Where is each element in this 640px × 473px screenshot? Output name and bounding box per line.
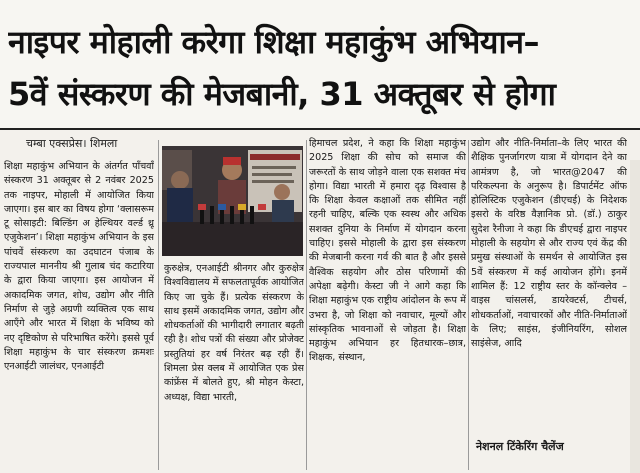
article-column-2 bbox=[164, 262, 304, 470]
column-1-text: शिक्षा महाकुंभ अभियान के अंतर्गत पाँचवाँ संस्करण 31 अक्तूबर से 2 नवंबर 2025 तक नाइपर, मोहाली में आयोजित किया जाएगा। इस बार का विषय होगा ‘क्लासरूम टू सोसाइटी: बिल्डिंग अ हेल्थियर वर्ल्ड थ्रू एजुकेशन’। शिक्षा महाकुंभ अभियान के इस पांचवें संस्करण का उदघाटन पंजाब के राज्यपाल माननीय श्री गुलाब चंद कटारिया के द्वारा किया जाएगा। इस आयोजन में अकादमिक जगत, शोध, उद्योग और नीति निर्माण से जुड़े अग्रणी व्यक्तित्व एक साथ आएँगे और भारत में शिक्षा के भविष्य को नए दृष्टिकोण से परिभाषित करेंगे। इससे पूर्व शिक्षा महाकुंभ के चार संस्करण क्रमशः एनआईटी जालंधर, एनआईटी bbox=[4, 161, 154, 373]
column-divider bbox=[306, 140, 307, 470]
column-divider bbox=[468, 140, 469, 470]
adjacent-column-edge bbox=[630, 160, 640, 473]
headline-block bbox=[0, 0, 640, 128]
section-subhead: नेशनल टिंकेरिंग चैलेंज bbox=[476, 440, 564, 453]
column-3-text: हिमाचल प्रदेश, ने कहा कि शिक्षा महाकुंभ 2025 शिक्षा की सोच को समाज की जरूरतों के साथ जोड़ने वाला एक सशक्त मंच होगा। विद्या भारती में हमारा दृढ़ विश्वास है कि शिक्षा केवल कक्षाओं तक सीमित नहीं रहनी चाहिए, बल्कि एक स्वस्थ और अधिक सशक्त दुनिया के निर्माण में योगदान करना चाहिए। इससे मोहाली के द्वारा इस संस्करण की मेजबानी करना गर्व की बात है और इससे वैश्विक सहयोग और ठोस परिणामों की अपेक्षा बढ़ेगी। केस्टा जी ने आगे कहा कि शिक्षा महाकुंभ एक राष्ट्रीय आंदोलन के रूप में उभरा है, जो शिक्षा को नवाचार, मूल्यों और सांस्कृतिक भावनाओं से जोड़ता है। शिक्षा महाकुंभ अभियान हर हितधारक–छात्र, शिक्षक, संस्थान, bbox=[309, 138, 466, 364]
press-conference-photo bbox=[162, 146, 303, 256]
article-column-1 bbox=[4, 160, 154, 470]
dateline: चम्बा एक्सप्रेस। शिमला bbox=[26, 137, 118, 150]
headline-line-2: 5वें संस्करण की मेजबानी, 31 अक्तूबर से होगा bbox=[8, 75, 556, 113]
column-4-text: उद्योग और नीति-निर्माता–के लिए भारत की शैक्षिक पुनर्जागरण यात्रा में योगदान देने का आमंत्रण है, जो भारत@2047 की परिकल्पना के अनुरूप है। डिपार्टमेंट ऑफ होलिस्टिक एजुकेशन (डीएचई) के निदेशक इसरो के वरिष्ठ वैज्ञानिक प्रो. (डॉ.) ठाकुर सुदेश रैनीजा ने कहा कि डीएचई द्वारा नाइपर मोहाली के सहयोग से और राज्य एवं केंद्र की प्रमुख संस्थाओं के समर्थन से आयोजित इस 5वें संस्करण में कई आयोजन होंगे। इनमें शामिल हैं: 12 राष्ट्रीय स्तर के कॉन्क्लेव – वाइस चांसलर्स, डायरेक्टर्स, टीचर्स, शोधकर्ताओं, नवाचारकों और नीति-निर्माताओं के लिए; साइंस, इंजीनियरिंग, सोशल साइंसेज, आदि bbox=[471, 138, 627, 350]
column-divider bbox=[158, 140, 159, 470]
headline-line-1: नाइपर मोहाली करेगा शिक्षा महाकुंभ अभियान– bbox=[8, 23, 539, 61]
article-column-3 bbox=[309, 137, 466, 470]
headline-rule bbox=[0, 128, 640, 130]
column-2-text: कुरुक्षेत्र, एनआईटी श्रीनगर और कुरुक्षेत्र विश्वविद्यालय में सफलतापूर्वक आयोजित किए जा चुके हैं। प्रत्येक संस्करण के साथ इसमें अकादमिक जगत, उद्योग और शोधकर्ताओं की भागीदारी लगातार बढ़ती रही है। शोध पत्रों की संख्या और प्रोजेक्ट प्रस्तुतियां हर वर्ष निरंतर बढ़ रही हैं। शिमला प्रेस क्लब में आयोजित एक प्रेस कांफ्रेंस में बोलते हुए, श्री मोहन केस्टा, अध्यक्ष, विद्या भारती, bbox=[164, 263, 304, 403]
article-column-4 bbox=[471, 137, 627, 427]
press-conference-illustration bbox=[162, 146, 303, 256]
